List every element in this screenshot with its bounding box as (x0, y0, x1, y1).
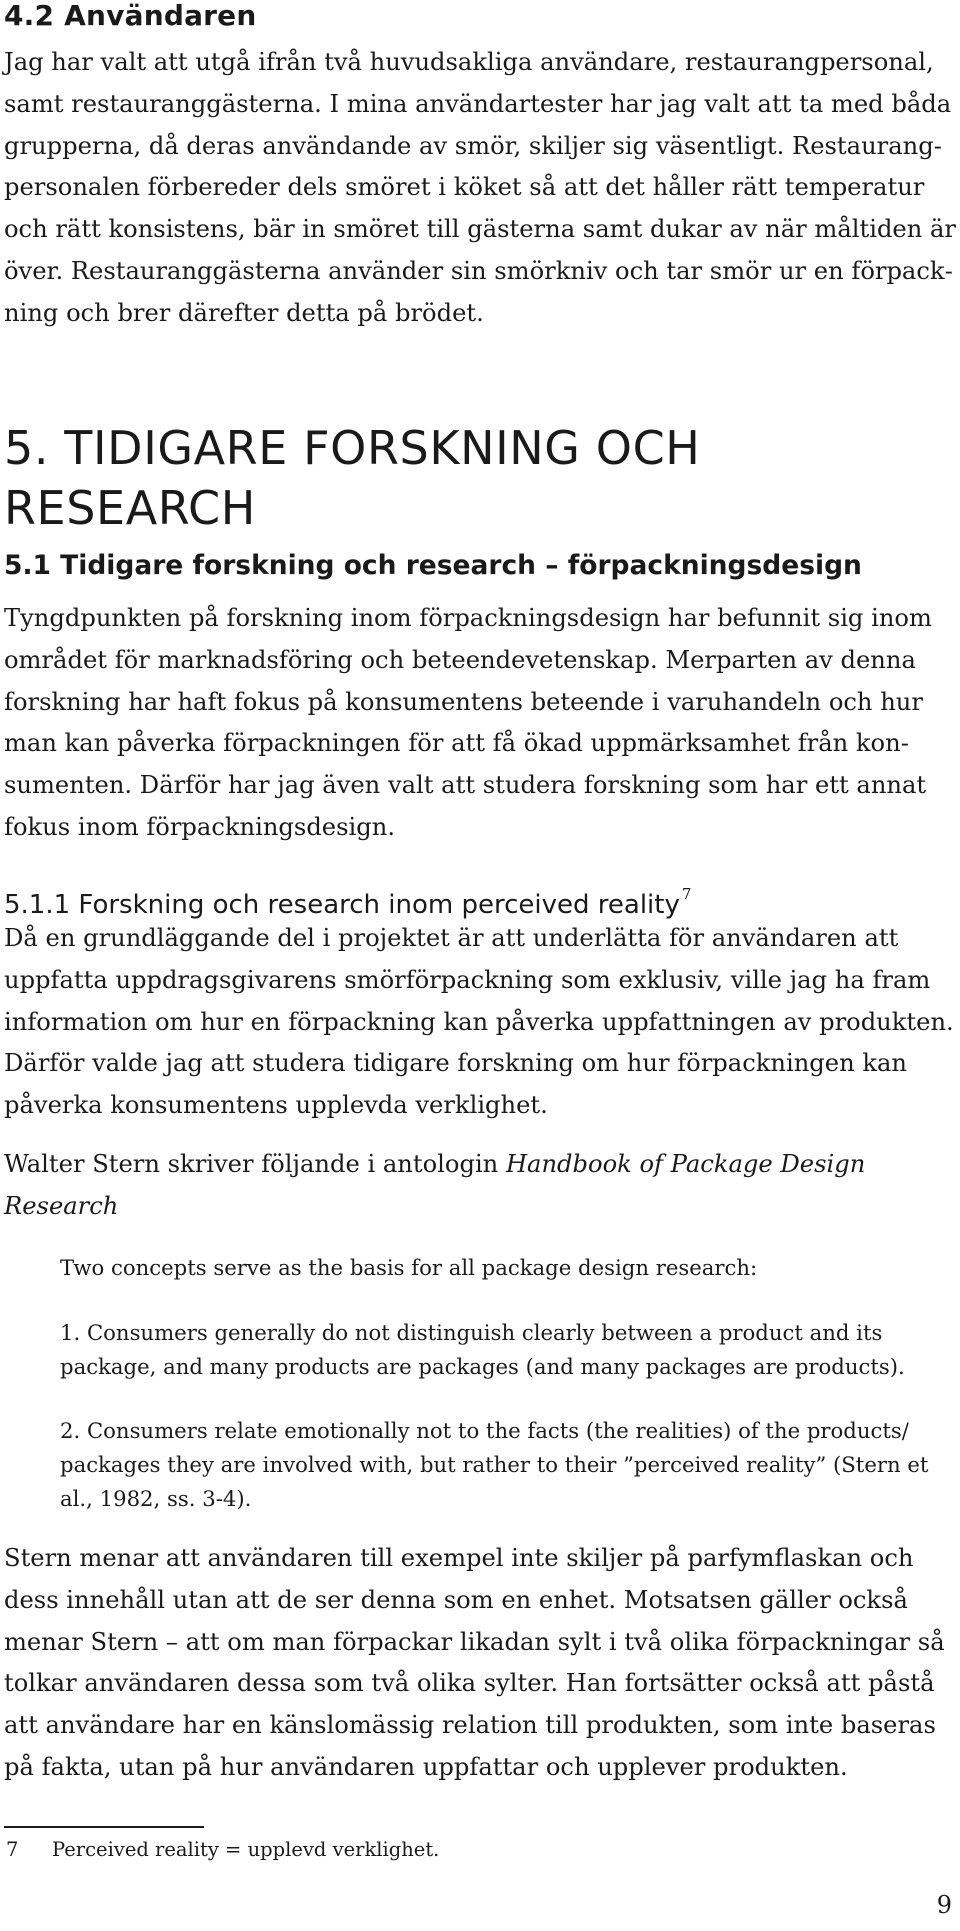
closing-paragraph: Stern menar att användaren till exempel inte skiljer på parfymflaskan och dess innehåll utan att de ser denna som en enhet. Motsatsen gäller också menar Stern – att om man förpackar likadan sylt i två olika förpackningar så tolkar användaren dessa som två olika sylter. Han fortsätter också att påstå att användare har en känslomässig relation till produkten, som inte baseras på fakta, utan på hur användaren uppfattar och upplever produkten. (4, 1544, 945, 1781)
section-heading-5-1-1 (4, 876, 691, 923)
footnote-number: 7 (6, 1838, 19, 1861)
block-quote-point-1: 1. Consumers generally do not distinguish clearly between a product and its package, and many products are packages (and many packages are products). (60, 1320, 905, 1379)
block-quote-point-2: 2. Consumers relate emotionally not to the facts (the realities) of the products/ packages they are involved with, but rather to their ”perceived reality” (Stern et al., 1982, ss. 3-4). (60, 1418, 929, 1511)
chapter-heading-5: 5. TIDIGARE FORSKNING OCH RESEARCH (4, 421, 701, 535)
section-heading-5-1-1-text: 5.1.1 Forskning och research inom perceived reality (4, 890, 680, 920)
quote-intro (4, 1144, 956, 1228)
section-4-2-paragraph: Jag har valt att utgå ifrån två huvudsakliga användare, restaurangpersonal, samt restauranggästerna. I mina användartester har jag valt att ta med båda grupperna, då deras användande av smör, skiljer sig väsentligt. Restaurangpersonalen förbereder dels smöret i köket så att det håller rätt temperatur och rätt konsistens, bär in smöret till gästerna samt dukar av när måltiden är över. Restauranggästerna använder sin smörkniv och tar smör ur en förpackning och brer därefter detta på brödet. (4, 48, 956, 327)
section-heading-5-1: 5.1 Tidigare forskning och research – förpackningsdesign (4, 550, 862, 581)
block-quote-line-1: Two concepts serve as the basis for all package design research: (60, 1255, 758, 1280)
section-heading-4-2: 4.2 Användaren (4, 0, 257, 32)
footnote-text: Perceived reality = upplevd verklighet. (52, 1838, 440, 1861)
section-5-1-paragraph: Tyngdpunkten på forskning inom förpackningsdesign har befunnit sig inom området för marknadsföring och beteendevetenskap. Merparten av denna forskning har haft fokus på konsumentens beteende i varuhandeln och hur man kan påverka förpackningen för att få ökad uppmärksamhet från konsumenten. Därför har jag även valt att studera forskning som har ett annat fokus inom förpackningsdesign. (4, 604, 932, 841)
page-number: 9 (936, 1891, 952, 1919)
footnote-reference: 7 (681, 885, 692, 903)
book-title: Handbook of Package Design Research (4, 1150, 866, 1220)
footnote (6, 1836, 439, 1864)
section-5-1-1-paragraph: Då en grundläggande del i projektet är att underlätta för användaren att uppfatta uppdragsgivarens smörförpackning som exklusiv, ville jag ha fram information om hur en förpackning kan påverka uppfattningen av produkten. Därför valde jag att studera tidigare forskning om hur förpackningen kan påverka konsumentens upplevda verklighet. (4, 924, 954, 1120)
quote-intro-text: Walter Stern skriver följande i antologin (4, 1150, 506, 1178)
footnote-divider (4, 1826, 204, 1828)
